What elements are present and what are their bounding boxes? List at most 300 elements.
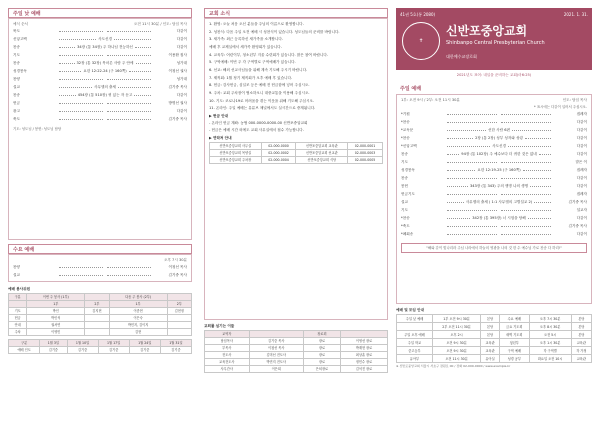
order-item: 묵도 (13, 29, 20, 34)
order-detail: 사도신경 (492, 143, 506, 148)
table-cell: 장로 (303, 352, 340, 359)
order-detail: 선한 사람 6편 (488, 127, 510, 132)
table-cell: 박민지 전도사 (249, 359, 303, 366)
table-cell: 각 구역별 (529, 347, 571, 355)
table-cell (85, 322, 109, 329)
duty-title: 예배 봉사위원 (8, 287, 31, 291)
order-row (401, 184, 587, 192)
leader-dots (59, 273, 103, 276)
news-item: 6. 선교: 해외 선교사님들을 위해 계속 기도해 주시기 바랍니다. (209, 68, 308, 73)
order-person: 다같이 (576, 231, 587, 236)
table-cell: 주일 학교 (397, 339, 433, 347)
table-cell: 담임목사 (205, 338, 250, 345)
leader-dots (118, 85, 151, 88)
leader-dots (512, 128, 551, 131)
table-subheader-row (9, 301, 192, 308)
order-person: 다같이 (576, 183, 587, 188)
order-person: 성가대 (176, 61, 187, 66)
table-row (397, 339, 592, 347)
contact-table (209, 142, 383, 164)
table-row (397, 323, 592, 331)
table-header-cell: 교역자 (205, 331, 250, 338)
order-row (401, 224, 587, 232)
table-row (9, 322, 192, 329)
order-item: 축도 (13, 117, 20, 122)
leader-dots (501, 208, 551, 211)
leader-dots (107, 101, 151, 104)
table-row (9, 308, 192, 315)
table-cell: 이은희 (249, 366, 303, 373)
staff-table (204, 330, 388, 373)
staff-title: 교회를 섬기는 이들 (204, 324, 235, 328)
order-item: 찬송 (13, 45, 20, 50)
order-item: 설교 (13, 273, 20, 278)
panel-worship-order (8, 8, 192, 416)
table-cell: 박인 (27, 308, 85, 315)
table-cell: 정민수 장로 (341, 359, 388, 366)
leader-dots (447, 208, 497, 211)
order-person: 이용환 집사 (168, 53, 187, 58)
order-row (13, 45, 187, 53)
news-item: 1. 환영: 오늘 처음 오신 분들을 주님의 이름으로 환영합니다. (209, 22, 304, 26)
leader-dots (501, 120, 551, 123)
section-title-service: 주일 예배 (396, 84, 592, 94)
news-item: 9. 주차: 교회 주차장이 협소하오니 대중교통을 이용해 주십시오. (209, 91, 310, 96)
leader-dots (447, 152, 459, 155)
leader-dots (525, 136, 551, 139)
order-item: 신앙고백 (13, 37, 27, 42)
order-row (401, 128, 587, 136)
footer: ※ 신반포중앙교회 서울시 서초구 잠원로 00 / 전화 02-000-0000 / www.example.kr (396, 364, 511, 369)
table-cell: 김기중 (40, 347, 67, 354)
order-item: *찬송 (401, 135, 410, 140)
table-cell: 중고등부 (397, 347, 433, 355)
leader-dots (447, 112, 497, 115)
order-row (13, 101, 187, 109)
schedule-table (396, 314, 592, 363)
order-item: 기도 (401, 207, 408, 212)
table-cell: 화요일 오전 10시 (529, 355, 571, 363)
order-row (401, 168, 587, 176)
table-cell: 안내 (9, 322, 27, 329)
leader-dots (59, 109, 103, 112)
table-cell: 성경 공부 (499, 355, 529, 363)
table-header-cell: 장로회 (303, 331, 340, 338)
news-item: 8. 헌금: 감사헌금, 십일조 등은 예배 전 헌금함에 넣어 주십시오. (209, 83, 310, 88)
leader-dots (530, 184, 551, 187)
table-cell: 오후 8시 30분 (529, 323, 571, 331)
table-cell: 1부 오전 9시 30분 (432, 315, 480, 323)
table-row (397, 355, 592, 363)
order-item: 찬송 (401, 151, 408, 156)
news-item: 2. 성찬식: 다음 주일 오전 예배 시 성찬식이 있습니다. 성도님들의 준비를 바랍니다. (209, 29, 340, 34)
table-row (205, 345, 388, 352)
leader-dots (134, 93, 151, 96)
service-header-left: 1부: 오전 9시 / 2부: 오전 11시 30분 (401, 98, 460, 102)
news-item: 11. 온라인: 주일 예배는 유튜브 채널에서도 실시간으로 중계됩니다. (209, 106, 316, 111)
worship-header (13, 22, 187, 26)
table-row (9, 347, 192, 354)
table-cell: 사무간사 (205, 366, 250, 373)
table-cell: 유아실 (481, 355, 500, 363)
table-row (210, 143, 383, 150)
evening-header-right: 오후 7시 30분 (163, 258, 187, 262)
table-subheader-cell: 2부 (85, 301, 109, 308)
issue-date: 2021. 1. 31. (563, 12, 588, 17)
service-quote: "해와 같이 빛나리라 주님 나라에서 하늘의 영광을 나의 것 한 수 예수님 가로 찬송 다 하리!" (401, 243, 587, 253)
order-item: 광고 (13, 109, 20, 114)
order-person: 다같이 (576, 143, 588, 148)
evening-rows (13, 265, 187, 281)
table-row (9, 315, 192, 322)
table-header-cell (85, 294, 109, 301)
table-header-cell: 이번 주 봉사 (1부) (27, 294, 85, 301)
leader-dots (135, 45, 151, 48)
table-cell: 02-000-0004 (261, 157, 296, 164)
leader-dots (129, 69, 151, 72)
order-item: 봉헌 (401, 183, 408, 188)
leader-dots (59, 29, 103, 32)
order-detail: 34장 (통 34장) 주 하나님 전능하신 (77, 45, 133, 50)
order-row (401, 160, 587, 168)
table-cell: 김기중 (67, 347, 98, 354)
denomination: 대한예수교장로회 (446, 54, 477, 59)
leader-dots (107, 77, 151, 80)
table-cell: 장로 (303, 345, 340, 352)
table-cell: 본당 (481, 331, 500, 339)
leader-dots (508, 144, 551, 147)
news-item: 5. 구역예배: 이번 주 각 구역별로 구역예배가 있습니다. (209, 60, 296, 65)
order-detail: 요한 12:19-25 (구 160쪽) (477, 167, 521, 172)
leader-dots (501, 192, 551, 195)
table-row (205, 359, 388, 366)
leader-dots (447, 216, 470, 219)
order-person: 다같이 (176, 29, 187, 34)
leader-dots (59, 37, 96, 40)
leader-dots (107, 265, 151, 268)
order-item: 설교 (13, 85, 20, 90)
leader-dots (447, 160, 497, 163)
table-cell: 신반포중앙교회 선교관 (296, 150, 348, 157)
offering-head: ▶ 헌금 안내 (209, 114, 229, 119)
evening-header (13, 258, 187, 262)
table-cell: 구역 예배 (499, 347, 529, 355)
order-person: 다같이 (576, 119, 587, 124)
order-detail: 사무엘의 출세 ( 1:1 사무엘의 고별설교 2) (465, 199, 533, 204)
table-cell: 신반포중앙교회 주차장 (210, 157, 262, 164)
church-name-en: Shinbanpo Central Presbyterian Church (446, 40, 545, 46)
leader-dots (501, 112, 551, 115)
leader-dots (107, 273, 151, 276)
order-person: 김기중 목사 (168, 273, 187, 278)
service-box (396, 94, 592, 304)
table-cell: 주차 (9, 329, 27, 336)
order-detail: 32장 (통 32장) 목마른 사람 주 안에 (76, 61, 134, 66)
table-cell: 부목사 (205, 345, 250, 352)
table-cell: 주일 낮 예배 (397, 315, 433, 323)
table-cell: 교육관 (571, 355, 591, 363)
table-cell: 오후 1시 30분 (529, 339, 571, 347)
table-cell: 오전 11시 30분 (432, 355, 480, 363)
table-cell: 교육관 (481, 347, 500, 355)
cover-banner (396, 8, 592, 80)
order-item: 기도 (401, 159, 408, 164)
schedule-title: 예배 및 모임 안내 (396, 308, 425, 312)
order-person: 집례자 (576, 111, 587, 116)
table-cell: 이종현 (109, 308, 167, 315)
leader-dots (534, 200, 551, 203)
order-item: 찬송 (13, 61, 20, 66)
leader-dots (447, 128, 486, 131)
order-item: *교독문 (401, 127, 414, 132)
table-cell: 02-000-0000 (261, 143, 296, 150)
leader-dots (59, 69, 81, 72)
table-row (9, 329, 192, 336)
order-person: 다같이 (576, 151, 588, 156)
news-item: 10. 기도: 코로나19로 어려움을 겪는 이웃을 위해 기도해 주십시오. (209, 98, 315, 103)
leader-dots (59, 101, 103, 104)
section-title-news: 교회 소식 (204, 8, 388, 18)
news-item: 4. 교육부: 어린이부, 청소년부 겨울 수련회가 있습니다. 많은 참여 바랍니다. (209, 52, 329, 57)
order-row (13, 69, 187, 77)
order-item: 성경봉독 (13, 69, 27, 74)
order-detail: 사도신경 (98, 37, 112, 42)
table-cell: 교육관 (571, 339, 591, 347)
order-item: 설교 (401, 199, 408, 204)
order-detail: 요한 12:22-24 (구 160쪽) (83, 69, 127, 74)
table-cell: 본당 (481, 323, 500, 331)
order-item: 찬양 (13, 265, 20, 270)
service-header-right: 인도: 담임 목사 (562, 98, 587, 102)
order-person: 이청선 권사 (168, 69, 188, 74)
leader-dots (136, 61, 152, 64)
order-detail: 454장 (통 510장) 귀 있는 자 듣고 (77, 93, 133, 98)
table-header-cell: 구분 (9, 340, 40, 347)
table-cell: 신반포중앙교회 사무실 (210, 143, 262, 150)
leader-table (8, 339, 192, 354)
table-row (397, 315, 592, 323)
table-cell: 교육관 (481, 339, 500, 347)
order-person: 설교자 (576, 207, 587, 212)
table-cell: 새벽 기도회 (499, 331, 529, 339)
order-detail: 343장 (통 343) 주의 생명 나의 생명 (469, 183, 529, 188)
standing-note: * 표시에는 다같이 일어서 주십시오. (534, 105, 587, 110)
leader-dots (447, 192, 497, 195)
order-item: 찬송 (401, 175, 408, 180)
leader-dots (59, 77, 103, 80)
table-cell: 신반포중앙교회 식당 (296, 157, 348, 164)
order-row (401, 112, 587, 120)
cover-top (400, 12, 588, 17)
section-title-evening: 수요 예배 (8, 244, 192, 254)
order-row (13, 93, 187, 101)
evening-box (8, 254, 192, 282)
order-row (401, 208, 587, 216)
order-item: *기원 (401, 111, 410, 116)
panel-news (204, 8, 388, 416)
order-person: 김기중 목사 (568, 223, 587, 228)
leader-dots (107, 117, 151, 120)
table-row (205, 338, 388, 345)
table-header-cell: 구분 (9, 294, 27, 301)
leader-dots (59, 61, 75, 64)
table-cell: 유아부 (397, 355, 433, 363)
worship-note: 기도: 성도님 / 봉헌: 성도님 담당 (13, 127, 62, 132)
order-row (13, 117, 187, 125)
order-item: *축도 (401, 223, 410, 228)
table-cell: 김미선 전도사 (249, 352, 303, 359)
table-row (397, 347, 592, 355)
table-cell (85, 315, 109, 322)
order-row (401, 176, 587, 184)
table-cell: 수요 예배 (499, 315, 529, 323)
leader-dots (59, 117, 103, 120)
table-header-cell: 1월 24일 (129, 340, 160, 347)
table-cell: 02-000-0005 (348, 157, 383, 164)
leader-dots (447, 136, 473, 139)
table-cell: 김기중 (129, 347, 160, 354)
order-row (401, 120, 587, 128)
order-person: 다같이 (576, 127, 587, 132)
table-cell: 02-000-0002 (261, 150, 296, 157)
table-row (397, 331, 592, 339)
order-item: 기도 (13, 53, 20, 58)
table-header-cell: 1월 10일 (67, 340, 98, 347)
table-cell: 본당 (571, 323, 591, 331)
table-cell (167, 315, 191, 322)
service-rows (401, 112, 587, 240)
table-cell: 신반포중앙교회 목양실 (210, 150, 262, 157)
order-item: *찬송 (401, 119, 410, 124)
table-cell: 김기중 목사 (249, 338, 303, 345)
leader-dots (107, 29, 151, 32)
order-person: 다같이 (176, 109, 187, 114)
table-header-row (205, 331, 388, 338)
table-subheader-cell: 1부 (109, 301, 167, 308)
table-cell (397, 323, 433, 331)
table-cell: 오후 2시 (432, 331, 480, 339)
news-item: 예배 후 교제실에서 새가족 환영회가 있습니다. (209, 45, 282, 50)
leader-dots (501, 160, 551, 163)
table-cell (85, 329, 109, 336)
table-cell: 본당 (571, 315, 591, 323)
order-person: 다같이 (176, 45, 188, 50)
order-person: 성가대 (176, 77, 187, 82)
table-cell: 최상훈 장로 (341, 352, 388, 359)
table-cell: 김기중 (98, 347, 129, 354)
order-row (401, 136, 587, 144)
leader-dots (59, 85, 92, 88)
table-cell (167, 322, 191, 329)
table-cell: 오전 9시 30분 (432, 339, 480, 347)
table-header-cell (167, 294, 191, 301)
table-cell: 박재현 장로 (341, 345, 388, 352)
leader-dots (447, 224, 497, 227)
order-row (401, 152, 587, 160)
leader-dots (501, 232, 551, 235)
leader-dots (447, 168, 475, 171)
order-item: 찬양 (13, 77, 20, 82)
order-item: *찬송 (401, 215, 410, 220)
table-cell: 장로 (303, 359, 340, 366)
table-cell: 교육전도사 (205, 359, 250, 366)
leader-dots (107, 53, 151, 56)
table-header-cell: 1월 31일 (160, 340, 191, 347)
order-person: 김기중 목사 (568, 199, 587, 204)
order-row (13, 265, 187, 273)
table-cell: 이은숙 (109, 315, 167, 322)
table-row (205, 366, 388, 373)
leader-dots (447, 176, 497, 179)
table-cell: 기도 (9, 308, 27, 315)
order-item: 헌금기도 (401, 191, 415, 196)
church-logo-icon: ✝ (402, 22, 440, 60)
worship-order-box (8, 18, 192, 240)
table-cell: 예배 인도 (9, 347, 40, 354)
table-cell: 금요 기도회 (499, 323, 529, 331)
news-item: 3. 새가족: 최근 등록하신 새가족을 소개합니다. (209, 37, 283, 42)
order-person: 집례자 (576, 191, 587, 196)
table-cell: 2부 오전 11시 30분 (432, 323, 480, 331)
table-row (205, 352, 388, 359)
duty-table (8, 293, 192, 336)
order-person: 다같이 (176, 37, 188, 42)
table-cell: 은퇴장로 (303, 366, 340, 373)
leader-dots (59, 53, 103, 56)
table-header-cell (341, 331, 388, 338)
table-header-cell: 1월 3일 (40, 340, 67, 347)
contact-head: ▶ 연락처 안내 (209, 135, 232, 140)
leader-dots (447, 120, 497, 123)
header-left: 예식 순서 (13, 22, 29, 26)
news-list (209, 22, 383, 111)
order-item: 찬송 (13, 93, 20, 98)
order-person: 이청선 목사 (168, 265, 187, 270)
order-row (401, 144, 587, 152)
section-title: 주일 낮 예배 (8, 8, 192, 18)
church-name-kr: 신반포중앙교회 (446, 24, 528, 38)
table-cell: 장로 (303, 338, 340, 345)
table-cell: 김현 (109, 329, 167, 336)
leader-dots (523, 168, 551, 171)
order-item: *폐회송 (401, 231, 414, 236)
table-header-cell (249, 331, 303, 338)
order-person: 방명선 권사 (168, 101, 187, 106)
table-cell: 각 가정 (571, 347, 591, 355)
table-header-cell: 1월 17일 (98, 340, 129, 347)
table-cell: 오전 9시 30분 (432, 347, 480, 355)
table-cell: 김기중 (160, 347, 191, 354)
news-item: - 온라인 헌금 계좌: 농협 000-0000-0000-00 신반포중앙교회 (209, 120, 308, 125)
table-cell: 이청선 목사 (249, 345, 303, 352)
order-detail: 342장 (통 395장) 너 시험을 당해 (472, 215, 526, 220)
order-item: 헌금 (13, 101, 20, 106)
table-cell: 오전 5시 (529, 331, 571, 339)
table-cell: 신반포중앙교회 교육관 (296, 143, 348, 150)
table-cell: 권서연 (27, 322, 85, 329)
leader-dots (528, 216, 551, 219)
news-item: 7. 제직회: 1월 정기 제직회가 오후 예배 후 있습니다. (209, 75, 293, 80)
leader-dots (501, 176, 551, 179)
order-detail: 사무엘의 출세 (94, 85, 116, 90)
order-row (13, 109, 187, 117)
table-cell: 박인석 (27, 315, 85, 322)
order-person: 집례자 (576, 167, 588, 172)
offering-list (209, 121, 383, 133)
order-person: 다같이 (176, 93, 187, 98)
order-row (401, 232, 587, 240)
table-cell (167, 329, 191, 336)
